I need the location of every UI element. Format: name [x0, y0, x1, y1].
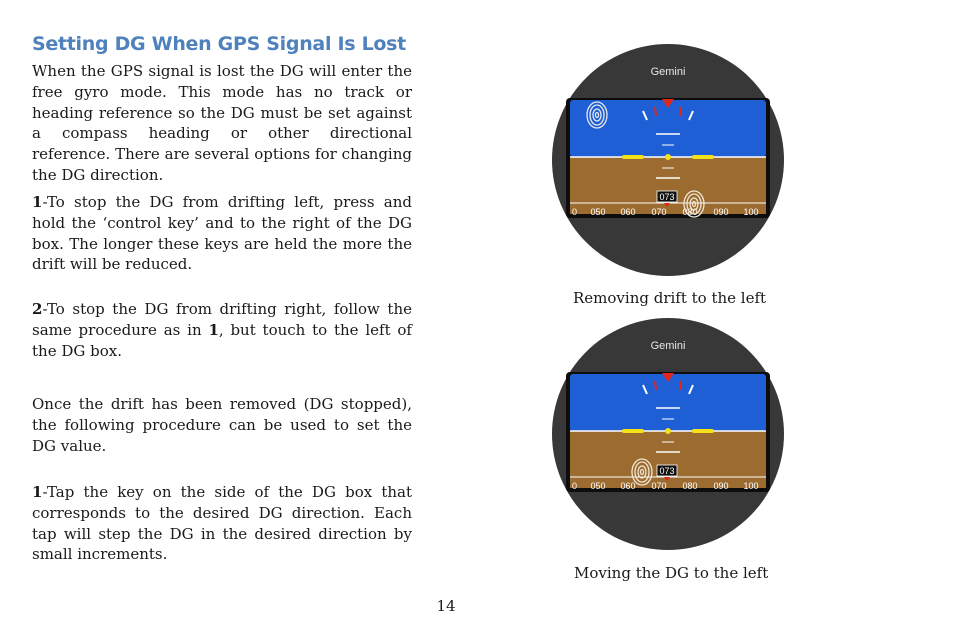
heading-box-value: 073: [659, 466, 675, 476]
sky: [570, 100, 766, 157]
gemini-logo: Gemini: [650, 66, 686, 78]
roll-tick: [655, 107, 656, 116]
gauge-figure-remove-drift: [552, 44, 784, 276]
gauge-figure-move-dg: [552, 318, 784, 550]
step-text: -Tap the key on the side of the DG box that corresponds to the desired DG direction. Each tap will step the DG in the desired direction by small increments.: [32, 483, 412, 564]
intro-paragraph: When the GPS signal is lost the DG will enter the free gyro mode. This mode has no track or heading reference so the DG must be set against a compass heading or other directional reference. There are several options for changing the DG direction.: [32, 62, 412, 184]
tape-label: 0: [572, 481, 578, 491]
step-reference: 1: [208, 320, 219, 339]
right-wing-bar: [692, 429, 714, 433]
tape-label: 080: [682, 481, 698, 491]
page-number: 14: [436, 597, 456, 615]
tape-label: 100: [743, 207, 759, 217]
heading-box-value: 073: [659, 192, 675, 202]
once-paragraph: Once the drift has been removed (DG stopped), the following procedure can be used to set the DG value.: [32, 395, 412, 455]
figure-caption: Moving the DG to the left: [574, 564, 769, 582]
tape-label: 050: [590, 481, 606, 491]
step-tap-paragraph: [32, 482, 412, 565]
tape-label: 0: [572, 207, 578, 217]
tape-label: 070: [651, 207, 667, 217]
section-title: Setting DG When GPS Signal Is Lost: [32, 33, 406, 55]
tape-label: 050: [590, 207, 606, 217]
tape-label: 090: [713, 207, 729, 217]
tape-label: 070: [651, 481, 667, 491]
tape-label: 090: [713, 481, 729, 491]
left-wing-bar: [622, 155, 644, 159]
roll-tick: [680, 107, 681, 116]
step-text: , but touch to the left of the DG box.: [32, 320, 412, 360]
step-stop-right-paragraph: [32, 299, 412, 361]
roll-tick: [680, 381, 681, 390]
aircraft-dot: [665, 154, 671, 160]
tape-label: 060: [620, 481, 636, 491]
step-text: -To stop the DG from drifting right, follow the same procedure as in: [32, 300, 412, 339]
step-number: 1: [32, 483, 43, 501]
tape-label: 100: [743, 481, 759, 491]
figure-caption: Removing drift to the left: [573, 289, 767, 307]
tape-label: 060: [620, 207, 636, 217]
aircraft-dot: [665, 428, 671, 434]
tape-label: 080: [682, 207, 698, 217]
left-wing-bar: [622, 429, 644, 433]
step-number: 1: [32, 193, 43, 211]
step-text: -To stop the DG from drifting left, press and hold the ‘control key’ and to the right of the DG box. The longer these keys are held the more the drift will be reduced.: [32, 193, 412, 274]
gemini-logo: Gemini: [650, 340, 686, 352]
step-number: 2: [32, 300, 43, 318]
sky: [570, 374, 766, 431]
roll-tick: [655, 381, 656, 390]
right-wing-bar: [692, 155, 714, 159]
step-stop-left-paragraph: [32, 192, 412, 275]
